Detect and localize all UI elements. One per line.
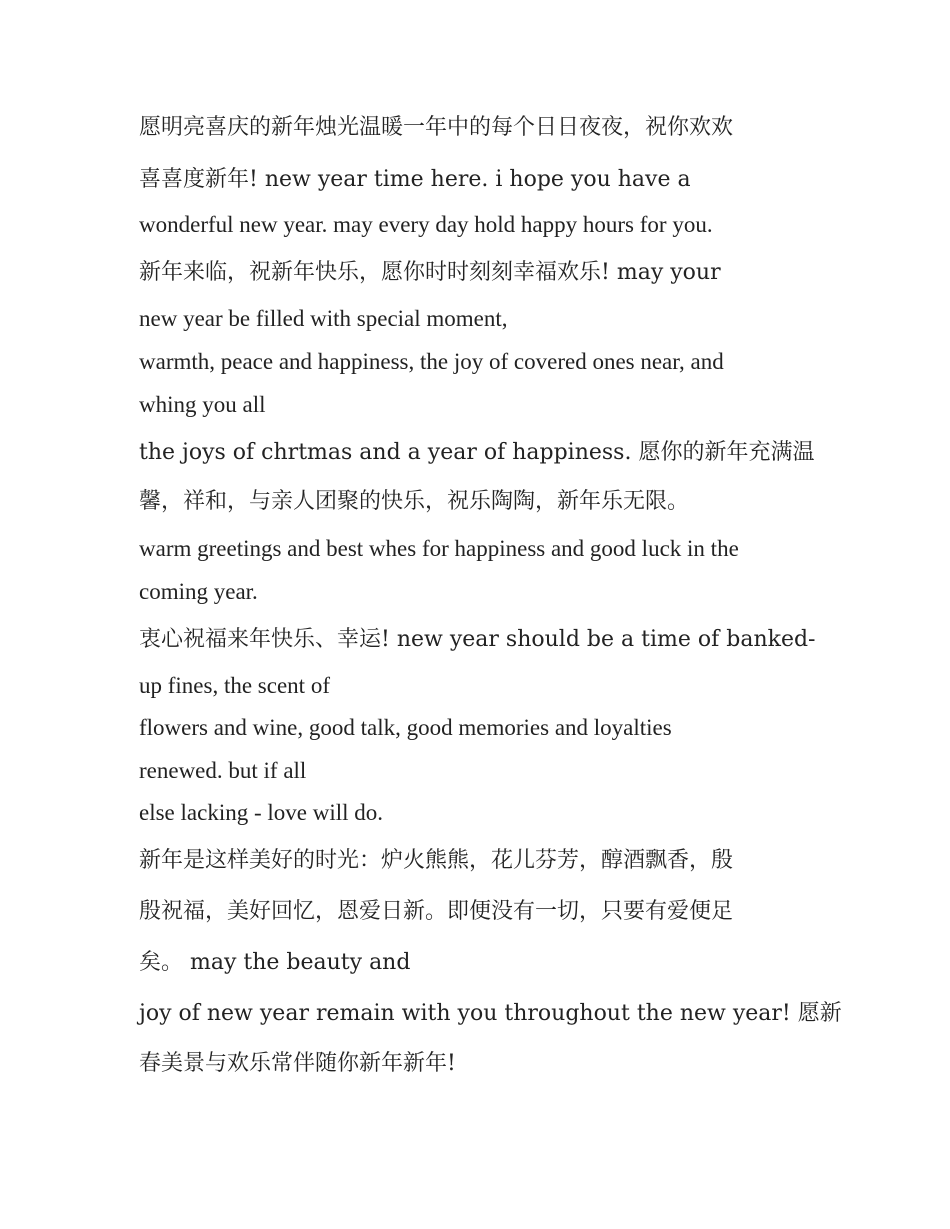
text-line: warm greetings and best whes for happiness and good luck in the — [139, 536, 739, 561]
text-line: warmth, peace and happiness, the joy of covered ones near, and — [139, 349, 724, 374]
text-line: new year be filled with special moment, — [139, 306, 508, 331]
text-line: 春美景与欢乐常伴随你新年新年! — [139, 1051, 456, 1076]
text-line: else lacking - love will do. — [139, 800, 383, 825]
text-line: renewed. but if all — [139, 758, 307, 783]
text-line: 新年是这样美好的时光：炉火熊熊，花儿芬芳，醇酒飘香，殷 — [139, 848, 734, 873]
text-line: 矣。 may the beauty and — [139, 950, 411, 975]
text-line: coming year. — [139, 579, 258, 604]
text-line: 愿明亮喜庆的新年烛光温暖一年中的每个日日夜夜，祝你欢欢 — [139, 115, 734, 140]
text-line: joy of new year remain with you throughout the new year! 愿新 — [139, 1001, 842, 1026]
text-line: 衷心祝福来年快乐、幸运! new year should be a time of banked- — [139, 627, 816, 652]
text-line: 新年来临，祝新年快乐，愿你时时刻刻幸福欢乐! may your — [139, 260, 721, 285]
text-line: 殷祝福，美好回忆，恩爱日新。即便没有一切，只要有爱便足 — [139, 899, 734, 924]
text-line: wonderful new year. may every day hold happy hours for you. — [139, 212, 713, 237]
text-line: the joys of chrtmas and a year of happiness. 愿你的新年充满温 — [139, 440, 815, 465]
text-line: 馨，祥和，与亲人团聚的快乐，祝乐陶陶，新年乐无限。 — [139, 489, 690, 514]
text-line: up fines, the scent of — [139, 673, 330, 698]
text-line: flowers and wine, good talk, good memories and loyalties — [139, 715, 672, 740]
text-line: whing you all — [139, 392, 266, 417]
text-line: 喜喜度新年! new year time here. i hope you have a — [139, 167, 691, 192]
